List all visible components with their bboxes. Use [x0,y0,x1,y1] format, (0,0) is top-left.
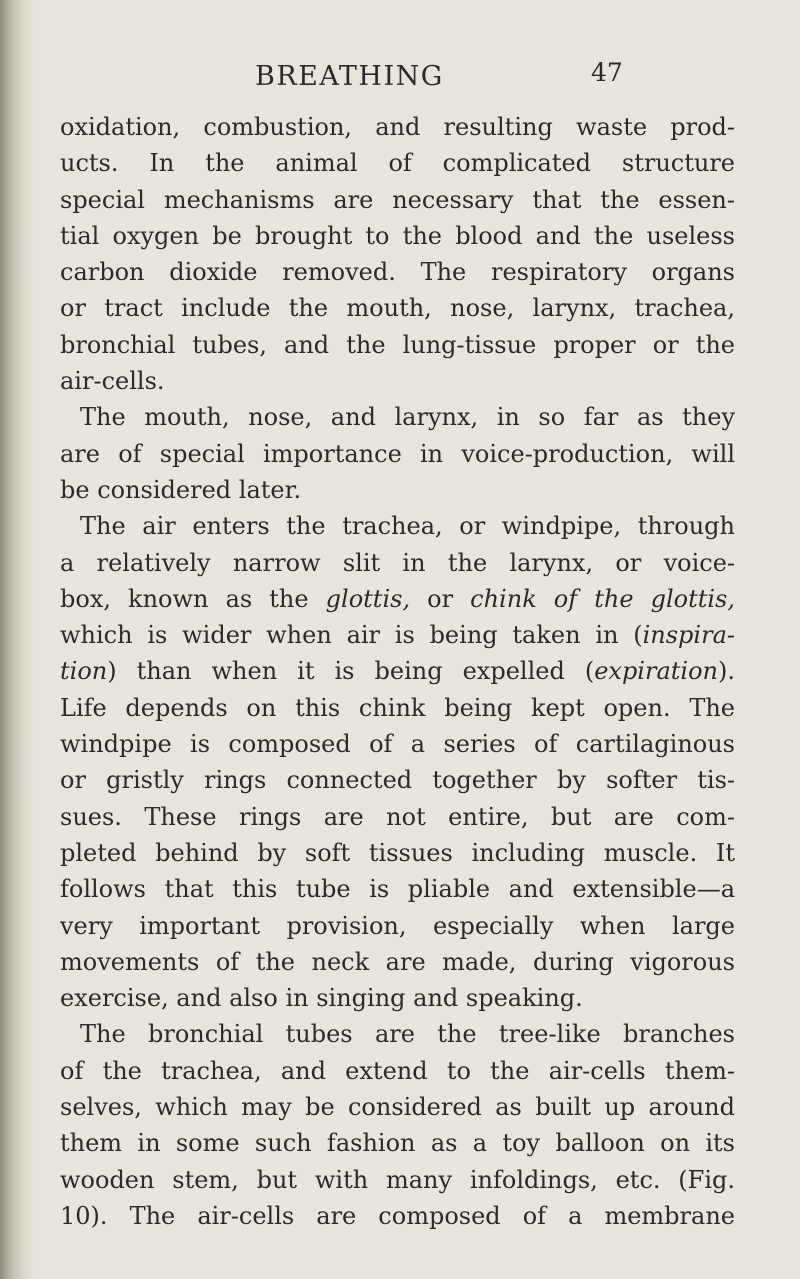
text-line: The bronchial tubes are the tree-like branches [80,1020,735,1049]
text-line: oxidation, combustion, and resulting waste prod- [60,113,735,141]
text-line: selves, which may be considered as built up around [60,1093,735,1122]
text-line: sues. These rings are not entire, but are com- [60,802,735,831]
text-run: which is wider when air is being taken in ( [60,621,643,650]
text-line: are of special importance in voice-production, will [60,439,735,468]
text-line: or tract include the mouth, nose, larynx, trachea, [60,294,735,323]
text-line: movements of the neck are made, during vigorous [60,947,735,976]
text-line: air-cells. [60,367,165,396]
text-line: exercise, and also in singing and speaking. [60,984,583,1013]
running-head [0,58,800,102]
text-line: 10). The air-cells are composed of a membrane [60,1201,735,1230]
text-line [60,581,735,617]
text-line: follows that this tube is pliable and extensible—a [60,875,735,904]
text-line: windpipe is composed of a series of cartilaginous [60,730,735,759]
text-line: very important provision, especially when large [60,911,735,940]
text-run: or [410,584,471,613]
text-line: or gristly rings connected together by softer tis- [60,766,735,795]
text-line [60,653,735,689]
text-line [60,617,735,653]
text-run: ). [718,657,735,686]
text-run: ) than when it is being expelled ( [107,657,595,686]
text-line: bronchial tubes, and the lung-tissue proper or the [60,330,735,359]
text-line: special mechanisms are necessary that the essen- [60,185,735,214]
text-run: box, known as the [60,584,326,613]
body-text [60,109,735,1234]
text-line: be considered later. [60,475,302,504]
binding-shadow [0,0,34,1279]
text-line: of the trachea, and extend to the air-cells them- [60,1056,735,1085]
text-line: pleted behind by soft tissues including muscle. It [60,838,735,867]
text-line: wooden stem, but with many infoldings, etc. (Fig. [60,1165,735,1194]
page-number: 47 [591,58,623,87]
text-line: The mouth, nose, and larynx, in so far as they [80,403,735,432]
text-line: a relatively narrow slit in the larynx, or voice- [60,548,735,577]
text-line: Life depends on this chink being kept open. The [60,693,735,722]
italic-term: glottis, [325,584,411,613]
italic-term: chink of the glottis, [470,584,735,613]
text-line: The air enters the trachea, or windpipe, through [80,512,735,541]
italic-term: tion [60,657,108,686]
text-line: ucts. In the animal of complicated structure [60,149,735,178]
running-title: BREATHING [255,61,444,92]
text-line: carbon dioxide removed. The respiratory organs [60,258,735,287]
text-line: them in some such fashion as a toy balloon on its [60,1129,735,1158]
italic-term: expiration [594,657,718,686]
text-line: tial oxygen be brought to the blood and the useless [60,221,735,250]
italic-term: inspira- [642,621,735,650]
